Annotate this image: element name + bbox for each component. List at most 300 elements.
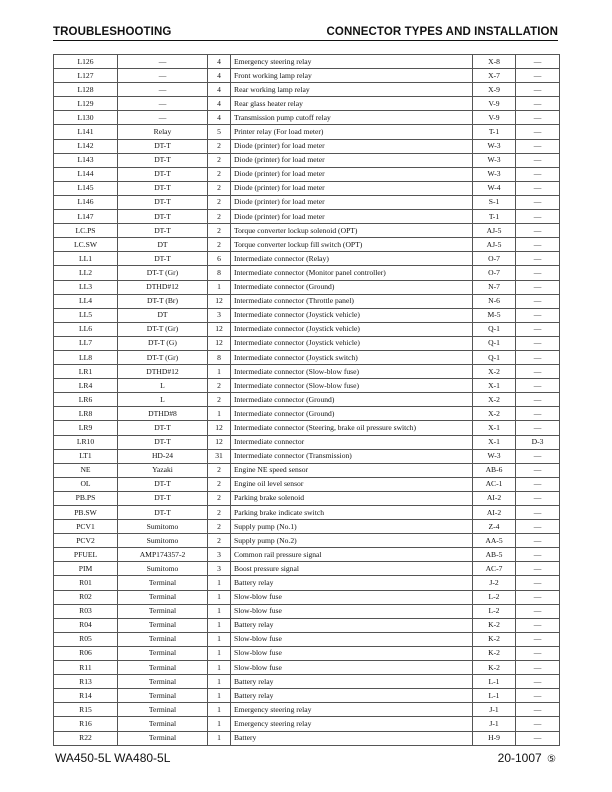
model-number: WA450-5L WA480-5L [55, 751, 171, 765]
table-row [54, 55, 560, 69]
pin-count: 4 [208, 97, 231, 111]
address-circuit: — [516, 463, 560, 477]
address-stereogram: V-9 [473, 97, 516, 111]
address-circuit: — [516, 393, 560, 407]
connector-number: R13 [54, 675, 118, 689]
table-row [54, 604, 560, 618]
address-stereogram: AC-7 [473, 562, 516, 576]
pin-count: 2 [208, 139, 231, 153]
mounting-location: Intermediate connector (Steering, brake oil pressure switch) [231, 421, 473, 435]
pin-count: 2 [208, 210, 231, 224]
address-circuit: — [516, 83, 560, 97]
revision-mark: ⑤ [547, 754, 556, 765]
pin-count: 8 [208, 350, 231, 364]
connector-type: Sumitomo [118, 520, 208, 534]
table-row [54, 506, 560, 520]
address-circuit: — [516, 618, 560, 632]
connector-type: DT-T (Br) [118, 294, 208, 308]
connector-type: Terminal [118, 717, 208, 731]
connector-number: PFUEL [54, 548, 118, 562]
connector-type: DT-T [118, 195, 208, 209]
connector-type: DT-T (Gr) [118, 266, 208, 280]
connector-number: R06 [54, 646, 118, 660]
pin-count: 2 [208, 238, 231, 252]
mounting-location: Intermediate connector (Transmission) [231, 449, 473, 463]
address-stereogram: J-2 [473, 576, 516, 590]
address-circuit: — [516, 167, 560, 181]
address-stereogram: W-4 [473, 181, 516, 195]
page-number-text: 20-1007 [497, 751, 542, 765]
address-circuit: — [516, 181, 560, 195]
connector-number: LL3 [54, 280, 118, 294]
connector-type: Terminal [118, 703, 208, 717]
mounting-location: Intermediate connector (Joystick vehicle) [231, 336, 473, 350]
mounting-location: Slow-blow fuse [231, 646, 473, 660]
connector-number: LR8 [54, 407, 118, 421]
mounting-location: Intermediate connector (Throttle panel) [231, 294, 473, 308]
pin-count: 3 [208, 308, 231, 322]
mounting-location: Intermediate connector (Ground) [231, 407, 473, 421]
connector-number: LL2 [54, 266, 118, 280]
table-row [54, 336, 560, 350]
pin-count: 1 [208, 731, 231, 745]
pin-count: 1 [208, 590, 231, 604]
page-number [498, 751, 556, 765]
address-stereogram: T-1 [473, 125, 516, 139]
mounting-location: Intermediate connector (Ground) [231, 280, 473, 294]
pin-count: 1 [208, 646, 231, 660]
address-stereogram: X-1 [473, 435, 516, 449]
connector-type: DT-T [118, 167, 208, 181]
address-stereogram: X-9 [473, 83, 516, 97]
connector-number: LL8 [54, 350, 118, 364]
connector-number: R22 [54, 731, 118, 745]
mounting-location: Intermediate connector (Slow-blow fuse) [231, 379, 473, 393]
connector-number: PB.PS [54, 491, 118, 505]
connector-type: DT-T (G) [118, 336, 208, 350]
pin-count: 3 [208, 562, 231, 576]
connector-type: Terminal [118, 646, 208, 660]
address-circuit: — [516, 210, 560, 224]
pin-count: 31 [208, 449, 231, 463]
address-circuit: — [516, 336, 560, 350]
table-row [54, 139, 560, 153]
address-stereogram: AJ-5 [473, 238, 516, 252]
address-circuit: — [516, 661, 560, 675]
pin-count: 1 [208, 576, 231, 590]
connector-number: LC.SW [54, 238, 118, 252]
connector-number: LR9 [54, 421, 118, 435]
address-circuit: — [516, 294, 560, 308]
mounting-location: Intermediate connector (Relay) [231, 252, 473, 266]
address-stereogram: X-1 [473, 421, 516, 435]
connector-number: LL7 [54, 336, 118, 350]
address-circuit: — [516, 350, 560, 364]
mounting-location: Torque converter lockup solenoid (OPT) [231, 224, 473, 238]
table-row [54, 181, 560, 195]
table-row [54, 632, 560, 646]
mounting-location: Common rail pressure signal [231, 548, 473, 562]
mounting-location: Supply pump (No.1) [231, 520, 473, 534]
table-row [54, 689, 560, 703]
connector-type: DT-T [118, 491, 208, 505]
address-stereogram: X-8 [473, 55, 516, 69]
pin-count: 2 [208, 224, 231, 238]
connector-number: R16 [54, 717, 118, 731]
connector-number: LT1 [54, 449, 118, 463]
mounting-location: Emergency steering relay [231, 55, 473, 69]
pin-count: 1 [208, 407, 231, 421]
address-circuit: — [516, 731, 560, 745]
section-title: TROUBLESHOOTING [53, 26, 172, 38]
table-row [54, 548, 560, 562]
pin-count: 12 [208, 421, 231, 435]
mounting-location: Front working lamp relay [231, 69, 473, 83]
connector-type: DT-T (Gr) [118, 322, 208, 336]
address-circuit: — [516, 604, 560, 618]
address-stereogram: AA-5 [473, 534, 516, 548]
address-stereogram: W-3 [473, 153, 516, 167]
table-row [54, 83, 560, 97]
table-row [54, 322, 560, 336]
pin-count: 1 [208, 632, 231, 646]
address-circuit: — [516, 322, 560, 336]
connector-number: L147 [54, 210, 118, 224]
address-circuit: — [516, 576, 560, 590]
connector-table-body [54, 55, 560, 746]
address-stereogram: Q-1 [473, 350, 516, 364]
mounting-location: Intermediate connector (Joystick vehicle) [231, 308, 473, 322]
mounting-location: Battery relay [231, 618, 473, 632]
mounting-location: Intermediate connector (Slow-blow fuse) [231, 365, 473, 379]
table-row [54, 97, 560, 111]
connector-type: — [118, 111, 208, 125]
address-stereogram: L-2 [473, 590, 516, 604]
mounting-location: Diode (printer) for load meter [231, 181, 473, 195]
connector-number: L129 [54, 97, 118, 111]
mounting-location: Intermediate connector (Monitor panel controller) [231, 266, 473, 280]
mounting-location: Parking brake solenoid [231, 491, 473, 505]
connector-type: — [118, 69, 208, 83]
table-row [54, 393, 560, 407]
table-row [54, 520, 560, 534]
address-stereogram: Q-1 [473, 336, 516, 350]
mounting-location: Slow-blow fuse [231, 590, 473, 604]
pin-count: 1 [208, 675, 231, 689]
connector-type: Terminal [118, 675, 208, 689]
address-stereogram: X-1 [473, 379, 516, 393]
mounting-location: Emergency steering relay [231, 703, 473, 717]
table-row [54, 534, 560, 548]
address-circuit: — [516, 675, 560, 689]
pin-count: 2 [208, 393, 231, 407]
mounting-location: Diode (printer) for load meter [231, 195, 473, 209]
table-row [54, 195, 560, 209]
table-row [54, 69, 560, 83]
address-stereogram: X-7 [473, 69, 516, 83]
address-circuit: — [516, 308, 560, 322]
address-stereogram: K-2 [473, 618, 516, 632]
connector-number: L127 [54, 69, 118, 83]
table-row [54, 153, 560, 167]
address-circuit: — [516, 97, 560, 111]
mounting-location: Boost pressure signal [231, 562, 473, 576]
connector-type: Yazaki [118, 463, 208, 477]
address-circuit: — [516, 506, 560, 520]
address-circuit: — [516, 407, 560, 421]
table-row [54, 308, 560, 322]
connector-number: R14 [54, 689, 118, 703]
table-row [54, 350, 560, 364]
connector-type: Terminal [118, 590, 208, 604]
connector-number: LR6 [54, 393, 118, 407]
table-row [54, 717, 560, 731]
pin-count: 2 [208, 167, 231, 181]
address-stereogram: J-1 [473, 717, 516, 731]
connector-type: DT-T [118, 506, 208, 520]
pin-count: 1 [208, 280, 231, 294]
address-stereogram: L-1 [473, 675, 516, 689]
address-stereogram: N-7 [473, 280, 516, 294]
connector-number: LL6 [54, 322, 118, 336]
connector-type: DTHD#12 [118, 365, 208, 379]
connector-type: DT [118, 308, 208, 322]
pin-count: 2 [208, 379, 231, 393]
address-circuit: — [516, 534, 560, 548]
connector-number: PCV1 [54, 520, 118, 534]
connector-type: DT-T [118, 435, 208, 449]
address-circuit: — [516, 590, 560, 604]
table-row [54, 167, 560, 181]
mounting-location: Rear working lamp relay [231, 83, 473, 97]
address-circuit: — [516, 139, 560, 153]
address-stereogram: W-3 [473, 139, 516, 153]
pin-count: 2 [208, 195, 231, 209]
chapter-title: CONNECTOR TYPES AND INSTALLATION [326, 26, 558, 38]
connector-type: Sumitomo [118, 562, 208, 576]
connector-number: OL [54, 477, 118, 491]
mounting-location: Parking brake indicate switch [231, 506, 473, 520]
mounting-location: Supply pump (No.2) [231, 534, 473, 548]
address-stereogram: K-2 [473, 661, 516, 675]
mounting-location: Slow-blow fuse [231, 661, 473, 675]
address-circuit: — [516, 266, 560, 280]
pin-count: 1 [208, 618, 231, 632]
table-row [54, 463, 560, 477]
connector-number: L143 [54, 153, 118, 167]
table-row [54, 294, 560, 308]
address-stereogram: X-2 [473, 393, 516, 407]
connector-number: L128 [54, 83, 118, 97]
table-row [54, 252, 560, 266]
address-circuit: — [516, 153, 560, 167]
table-row [54, 421, 560, 435]
address-circuit: — [516, 421, 560, 435]
address-stereogram: AI-2 [473, 491, 516, 505]
connector-type: AMP174357-2 [118, 548, 208, 562]
address-circuit: — [516, 111, 560, 125]
address-stereogram: X-2 [473, 365, 516, 379]
mounting-location: Slow-blow fuse [231, 604, 473, 618]
mounting-location: Diode (printer) for load meter [231, 139, 473, 153]
table-row [54, 435, 560, 449]
table-row [54, 562, 560, 576]
mounting-location: Intermediate connector (Joystick vehicle) [231, 322, 473, 336]
mounting-location: Engine oil level sensor [231, 477, 473, 491]
pin-count: 6 [208, 252, 231, 266]
connector-type: DT-T [118, 224, 208, 238]
address-circuit: — [516, 365, 560, 379]
pin-count: 8 [208, 266, 231, 280]
address-stereogram: N-6 [473, 294, 516, 308]
pin-count: 2 [208, 534, 231, 548]
address-circuit: — [516, 280, 560, 294]
address-circuit: — [516, 224, 560, 238]
table-row [54, 125, 560, 139]
pin-count: 2 [208, 153, 231, 167]
connector-number: LR1 [54, 365, 118, 379]
connector-number: L142 [54, 139, 118, 153]
connector-type: DT-T [118, 477, 208, 491]
connector-type: Terminal [118, 661, 208, 675]
connector-number: R15 [54, 703, 118, 717]
mounting-location: Printer relay (For load meter) [231, 125, 473, 139]
table-row [54, 111, 560, 125]
table-row [54, 407, 560, 421]
address-stereogram: AC-1 [473, 477, 516, 491]
address-stereogram: X-2 [473, 407, 516, 421]
connector-type: — [118, 55, 208, 69]
address-circuit: — [516, 195, 560, 209]
pin-count: 4 [208, 69, 231, 83]
connector-number: LR4 [54, 379, 118, 393]
address-circuit: — [516, 491, 560, 505]
connector-type: Terminal [118, 604, 208, 618]
connector-number: L146 [54, 195, 118, 209]
connector-type: DT-T [118, 181, 208, 195]
connector-type: Terminal [118, 618, 208, 632]
connector-number: PIM [54, 562, 118, 576]
address-stereogram: H-9 [473, 731, 516, 745]
pin-count: 4 [208, 83, 231, 97]
table-row [54, 449, 560, 463]
table-row [54, 646, 560, 660]
connector-type: DTHD#12 [118, 280, 208, 294]
connector-number: LL5 [54, 308, 118, 322]
connector-type: Sumitomo [118, 534, 208, 548]
table-row [54, 491, 560, 505]
table-row [54, 266, 560, 280]
address-stereogram: L-1 [473, 689, 516, 703]
connector-type: Terminal [118, 576, 208, 590]
pin-count: 12 [208, 294, 231, 308]
pin-count: 2 [208, 477, 231, 491]
address-stereogram: AI-2 [473, 506, 516, 520]
connector-type: — [118, 83, 208, 97]
mounting-location: Transmission pump cutoff relay [231, 111, 473, 125]
address-circuit: — [516, 703, 560, 717]
connector-number: R02 [54, 590, 118, 604]
address-stereogram: V-9 [473, 111, 516, 125]
connector-number: R03 [54, 604, 118, 618]
connector-type: DT-T [118, 421, 208, 435]
address-stereogram: K-2 [473, 632, 516, 646]
connector-type: — [118, 97, 208, 111]
pin-count: 1 [208, 365, 231, 379]
connector-number: LR10 [54, 435, 118, 449]
address-circuit: — [516, 252, 560, 266]
table-row [54, 210, 560, 224]
pin-count: 2 [208, 463, 231, 477]
mounting-location: Diode (printer) for load meter [231, 210, 473, 224]
address-stereogram: W-3 [473, 167, 516, 181]
address-circuit: — [516, 449, 560, 463]
pin-count: 1 [208, 717, 231, 731]
mounting-location: Diode (printer) for load meter [231, 153, 473, 167]
pin-count: 1 [208, 661, 231, 675]
address-stereogram: K-2 [473, 646, 516, 660]
mounting-location: Engine NE speed sensor [231, 463, 473, 477]
connector-type: DTHD#8 [118, 407, 208, 421]
address-stereogram: L-2 [473, 604, 516, 618]
connector-number: PB.SW [54, 506, 118, 520]
connector-type: L [118, 379, 208, 393]
address-circuit: — [516, 520, 560, 534]
table-row [54, 703, 560, 717]
mounting-location: Rear glass heater relay [231, 97, 473, 111]
pin-count: 4 [208, 111, 231, 125]
address-stereogram: Q-1 [473, 322, 516, 336]
connector-type: Terminal [118, 731, 208, 745]
address-circuit: — [516, 548, 560, 562]
connector-number: LL1 [54, 252, 118, 266]
address-stereogram: O-7 [473, 266, 516, 280]
address-stereogram: J-1 [473, 703, 516, 717]
table-row [54, 618, 560, 632]
address-circuit: — [516, 689, 560, 703]
connector-number: R01 [54, 576, 118, 590]
connector-type: Relay [118, 125, 208, 139]
connector-type: DT [118, 238, 208, 252]
connector-type: L [118, 393, 208, 407]
address-circuit: — [516, 238, 560, 252]
pin-count: 12 [208, 336, 231, 350]
table-row [54, 224, 560, 238]
connector-type: HD-24 [118, 449, 208, 463]
mounting-location: Emergency steering relay [231, 717, 473, 731]
address-circuit: — [516, 632, 560, 646]
address-stereogram: M-5 [473, 308, 516, 322]
connector-type: Terminal [118, 632, 208, 646]
mounting-location: Slow-blow fuse [231, 632, 473, 646]
pin-count: 4 [208, 55, 231, 69]
mounting-location: Intermediate connector [231, 435, 473, 449]
connector-number: LC.PS [54, 224, 118, 238]
table-row [54, 661, 560, 675]
connector-type: DT-T (Gr) [118, 350, 208, 364]
table-row [54, 365, 560, 379]
address-stereogram: AB-5 [473, 548, 516, 562]
pin-count: 2 [208, 520, 231, 534]
table-row [54, 590, 560, 604]
connector-number: R04 [54, 618, 118, 632]
address-circuit: — [516, 646, 560, 660]
connector-number: LL4 [54, 294, 118, 308]
address-stereogram: Z-4 [473, 520, 516, 534]
pin-count: 5 [208, 125, 231, 139]
connector-number: PCV2 [54, 534, 118, 548]
connector-number: L144 [54, 167, 118, 181]
